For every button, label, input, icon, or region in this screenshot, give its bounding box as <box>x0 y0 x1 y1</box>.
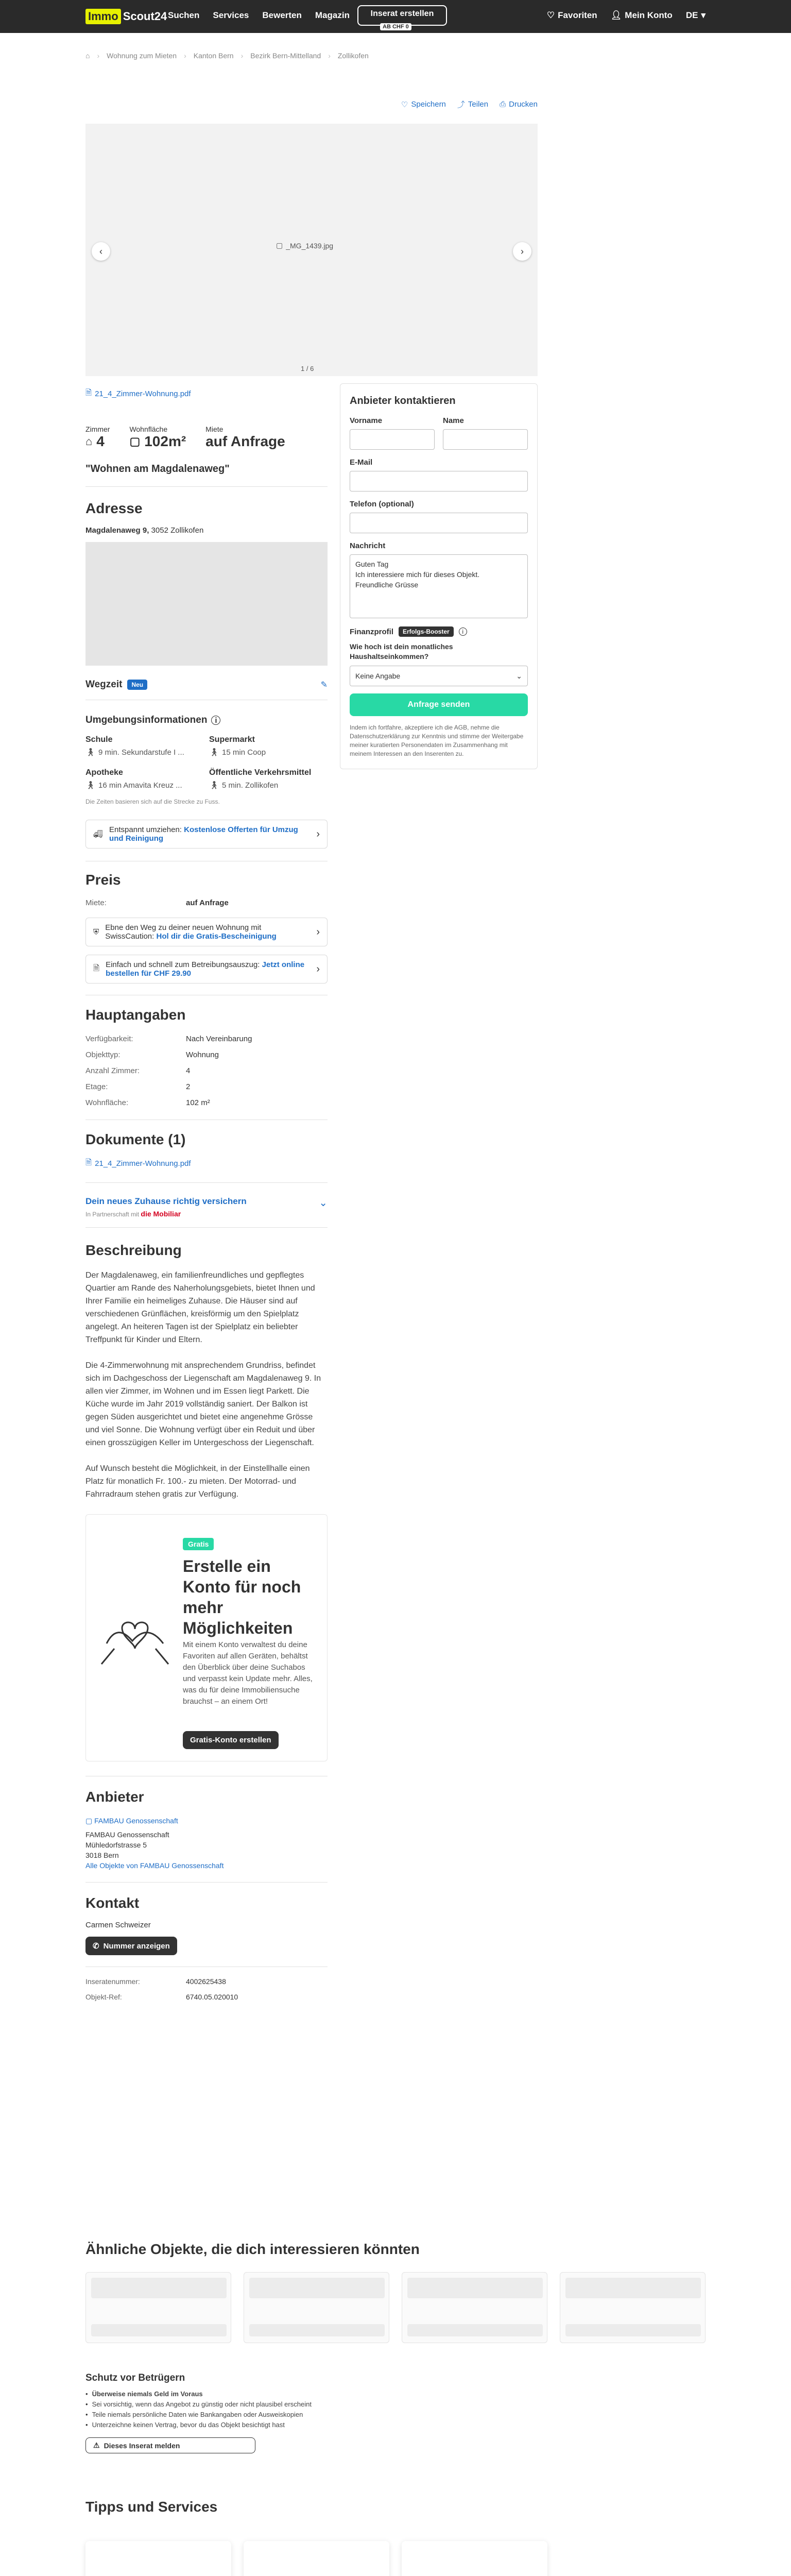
provider-address <box>85 1829 328 1871</box>
list-item: • Teile niemals persönliche Daten wie Bankangaben oder Ausweiskopien <box>85 2410 343 2420</box>
finance-profile-row <box>350 626 528 637</box>
breadcrumb-separator: › <box>328 52 331 60</box>
insurance-title: Dein neues Zuhause richtig versichern <box>85 1196 247 1206</box>
ref-key: Objekt-Ref: <box>85 1993 122 2001</box>
logo-scout: Scout24 <box>123 10 167 23</box>
mobiliar-logo: die Mobiliar <box>141 1210 181 1218</box>
list-item: • Überweise niemals Geld im Voraus <box>85 2389 343 2399</box>
chevron-down-icon: ⌄ <box>516 671 522 680</box>
list-item: • Sei vorsichtig, wenn das Angebot zu günstig oder nicht plausibel erscheint <box>85 2399 343 2410</box>
nav-services[interactable]: Services <box>213 10 249 20</box>
gallery-image <box>276 241 333 250</box>
income-select[interactable] <box>350 666 528 686</box>
edit-icon[interactable]: ✎ <box>320 681 328 689</box>
detail-key: Anzahl Zimmer: <box>85 1066 140 1075</box>
print-label: Drucken <box>509 100 538 109</box>
document-link[interactable] <box>85 1157 328 1170</box>
breadcrumb-separator: › <box>240 52 244 60</box>
tips-services <box>85 2499 706 2576</box>
description-paragraph: Die 4-Zimmerwohnung mit ansprechendem Grundriss, befindet sich im Dachgeschoss der Liegenschaft am Magdalenaweg 9. In allen vier Zimmer, im Wohnen und im Essen liegt Parkett. Die Küche wurde im Jahr 2019 vollständig saniert. Der Balkon ist gegen Süden ausgerichtet und bietet eine angenehme Grösse und viel Sonne. Die Wohnung verfügt über ein Reduit und über einen grosszügigen Keller im Untergeschoss der Liegenschaft. <box>85 1361 321 1447</box>
info-icon[interactable]: i <box>211 716 220 725</box>
account-label: Mein Konto <box>625 10 673 20</box>
similar-heading: Ähnliche Objekte, die dich interessieren könnten <box>85 2241 420 2257</box>
tip-card-debt-register[interactable] <box>244 2541 389 2576</box>
detail-value: 4 <box>186 1066 191 1075</box>
tips-cards <box>85 2541 706 2576</box>
door-icon: ⌂ <box>85 435 93 448</box>
fraud-tip: Sei vorsichtig, wenn das Angebot zu günstig oder nicht plausibel erscheint <box>92 2400 312 2408</box>
map[interactable] <box>85 542 328 666</box>
area-label: Wohnfläche <box>129 425 168 433</box>
divider <box>85 486 328 487</box>
similar-card-placeholder[interactable] <box>244 2272 389 2343</box>
description-paragraph: Auf Wunsch besteht die Möglichkeit, in der Einstellhalle einen Platz für monatlich Fr. 100.- zu mieten. Der Motorrad- und Fahrradraum stehen gratis zur Verfügung. <box>85 1464 310 1499</box>
pdf-icon: 🗎︎ <box>85 1158 92 1167</box>
new-badge: Neu <box>127 680 147 690</box>
signup-card <box>85 1514 328 1761</box>
document-label: 21_4_Zimmer-Wohnung.pdf <box>95 1159 191 1168</box>
detail-key: Etage: <box>85 1082 108 1091</box>
info-icon[interactable]: i <box>459 628 467 636</box>
site-logo[interactable] <box>85 8 167 25</box>
reference-table <box>85 1977 328 2001</box>
walk-icon: 🚶︎ <box>209 781 219 790</box>
fraud-list <box>85 2389 343 2430</box>
email-label: E-Mail <box>350 458 373 467</box>
nav-evaluate[interactable]: Bewerten <box>262 10 302 20</box>
provider-logo[interactable] <box>85 1817 328 1825</box>
create-listing-button[interactable]: Inserat erstellen <box>357 5 447 26</box>
fact-rent <box>205 425 285 450</box>
commute-label: Wegzeit <box>85 679 123 690</box>
gallery-next-button[interactable] <box>513 242 531 261</box>
environment-grid <box>85 735 328 790</box>
env-item-pharmacy <box>85 768 209 790</box>
breadcrumb-item[interactable]: Kanton Bern <box>193 52 234 60</box>
price-value: auf Anfrage <box>186 899 229 907</box>
env-title: Apotheke <box>85 768 123 777</box>
rooms-label: Zimmer <box>85 425 110 433</box>
print-icon: ⎙ <box>500 100 506 109</box>
account-link[interactable] <box>611 10 673 21</box>
similar-card-placeholder[interactable] <box>560 2272 706 2343</box>
contact-form-panel <box>340 383 538 769</box>
heart-icon: ♡ <box>546 10 555 20</box>
similar-card-placeholder[interactable] <box>85 2272 231 2343</box>
promo-link[interactable]: Kostenlose Offerten für Umzug und Reinigung <box>109 825 298 843</box>
hands-heart-illustration <box>96 1613 174 1672</box>
contact-form-heading: Anbieter kontaktieren <box>350 395 456 406</box>
breadcrumb-separator: › <box>97 52 100 60</box>
listing-actions <box>401 99 538 110</box>
address-street: Magdalenaweg 9, <box>85 526 149 535</box>
divider <box>85 1182 328 1183</box>
provider-name: FAMBAU Genossenschaft <box>85 1831 169 1839</box>
phone-label: Telefon (optional) <box>350 500 414 509</box>
chevron-right-icon: › <box>316 926 320 938</box>
env-item-supermarket <box>209 735 322 757</box>
fraud-tip: Überweise niemals Geld im Voraus <box>92 2390 203 2398</box>
nav-search[interactable]: Suchen <box>168 10 200 20</box>
rooms-value: 4 <box>96 433 105 449</box>
env-title: Supermarkt <box>209 735 255 744</box>
breadcrumb-separator: › <box>184 52 186 60</box>
fraud-heading: Schutz vor Betrügern <box>85 2372 185 2383</box>
main-details-heading: Hauptangaben <box>85 1007 186 1023</box>
provider-heading: Anbieter <box>85 1789 144 1805</box>
similar-objects <box>85 2241 706 2343</box>
firstname-input[interactable] <box>350 429 435 450</box>
gallery-prev-button[interactable] <box>92 242 110 261</box>
chevron-down-icon: ▾ <box>701 10 706 20</box>
env-value: 16 min Amavita Kreuz ... <box>98 781 182 790</box>
promo-link[interactable]: Jetzt online bestellen für CHF 29.90 <box>106 960 305 978</box>
chevron-down-icon: ⌄ <box>319 1197 328 1209</box>
fraud-protection <box>85 2372 343 2453</box>
tip-card-moving[interactable] <box>85 2541 231 2576</box>
key-facts <box>85 425 328 450</box>
divider <box>85 1227 328 1228</box>
alert-icon: ⚠︎ <box>93 2441 100 2449</box>
listing-title: "Wohnen am Magdalenaweg" <box>85 463 230 474</box>
ref-value: 4002625438 <box>186 1977 226 1986</box>
signup-title: Erstelle ein Konto für noch mehr Möglichkeiten <box>183 1557 301 1637</box>
main-details-table <box>85 1035 328 1107</box>
walk-icon: 🚶︎ <box>85 748 96 757</box>
broken-image-icon: ▢ <box>276 241 283 249</box>
create-listing-price-badge: AB CHF 0 <box>380 23 411 30</box>
rent-value: auf Anfrage <box>205 433 285 449</box>
debt-register-promo[interactable] <box>85 955 328 984</box>
address-city: 3052 Zollikofen <box>151 526 204 535</box>
pdf-link[interactable] <box>85 387 328 400</box>
print-button[interactable] <box>500 99 538 110</box>
detail-value: 2 <box>186 1082 191 1091</box>
commute-row[interactable] <box>85 679 328 690</box>
ref-value: 6740.05.020010 <box>186 1993 238 2001</box>
price-label: Miete: <box>85 899 107 907</box>
walk-icon: 🚶︎ <box>85 781 96 790</box>
env-title: Schule <box>85 735 113 744</box>
env-value: 9 min. Sekundarstufe I ... <box>98 748 184 757</box>
logo-immo: Immo <box>85 9 121 24</box>
image-gallery[interactable] <box>85 124 538 376</box>
share-icon: ⤴ <box>457 100 465 109</box>
fraud-tip: Unterzeichne keinen Vertrag, bevor du das Objekt besichtigt hast <box>92 2421 285 2429</box>
contact-heading: Kontakt <box>85 1895 140 1911</box>
promo-link[interactable]: Hol dir die Gratis-Bescheinigung <box>156 932 277 941</box>
detail-key: Verfügbarkeit: <box>85 1035 133 1043</box>
description-heading: Beschreibung <box>85 1242 182 1258</box>
provider-street: Mühledorfstrasse 5 <box>85 1841 147 1849</box>
listing-main <box>85 387 328 2001</box>
broken-image-icon: ▢ <box>85 1817 93 1825</box>
main-nav <box>168 10 350 21</box>
env-value: 5 min. Zollikofen <box>222 781 279 790</box>
phone-input[interactable] <box>350 513 528 533</box>
finance-profile-label: Finanzprofil <box>350 627 393 636</box>
address-line <box>85 526 328 535</box>
breadcrumb-item-current: Zollikofen <box>337 52 369 60</box>
area-value: 102m² <box>144 433 186 449</box>
env-item-transport <box>209 768 322 790</box>
similar-card-placeholder[interactable] <box>402 2272 547 2343</box>
provider-city: 3018 Bern <box>85 1851 119 1859</box>
chevron-right-icon: › <box>316 828 320 840</box>
lastname-label: Name <box>443 416 464 425</box>
walk-icon: 🚶︎ <box>209 748 219 757</box>
shield-icon: ⛨ <box>93 927 99 937</box>
email-input[interactable] <box>350 471 528 492</box>
price-heading: Preis <box>85 872 121 888</box>
top-navigation-bar <box>0 0 791 33</box>
env-title: Öffentliche Verkehrsmittel <box>209 768 312 777</box>
booster-badge: Erfolgs-Booster <box>399 626 454 637</box>
fraud-tip: Teile niemals persönliche Daten wie Bankangaben oder Ausweiskopien <box>92 2411 303 2418</box>
provider-all-objects-link[interactable]: Alle Objekte von FAMBAU Genossenschaft <box>85 1861 224 1870</box>
gallery-counter: 1 / 6 <box>301 365 314 372</box>
share-label: Teilen <box>468 100 489 109</box>
signup-text: Mit einem Konto verwaltest du deine Favoriten auf allen Geräten, behältst den Überblick über deine Suchabos und verpasst kein Update mehr. Alles, was du für deine Immobiliensuche brauchst – an einem Ort! <box>183 1640 313 1706</box>
truck-icon: 🚚︎ <box>93 830 104 839</box>
detail-key: Objekttyp: <box>85 1050 121 1059</box>
free-badge: Gratis <box>183 1538 214 1550</box>
show-phone-label: Nummer anzeigen <box>103 1941 170 1951</box>
pdf-label: 21_4_Zimmer-Wohnung.pdf <box>95 389 191 398</box>
lastname-input[interactable] <box>443 429 528 450</box>
phone-icon: ✆ <box>93 1942 99 1951</box>
heart-icon: ♡ <box>401 100 408 109</box>
detail-key: Wohnfläche: <box>85 1098 129 1107</box>
report-label: Dieses Inserat melden <box>104 2441 180 2450</box>
insurance-accordion[interactable] <box>85 1196 328 1218</box>
description-text <box>85 1269 328 1501</box>
chevron-right-icon: › <box>316 963 320 975</box>
document-icon: 🗎︎ <box>93 963 100 973</box>
environment-heading-text: Umgebungsinformationen <box>85 715 208 725</box>
favorites-label: Favoriten <box>558 10 597 20</box>
tips-heading: Tipps und Services <box>85 2499 218 2515</box>
rent-label: Miete <box>205 425 223 433</box>
income-question: Wie hoch ist dein monatliches Haushaltseinkommen? <box>350 642 453 660</box>
user-nav <box>547 10 706 21</box>
gallery-image-alt: _MG_1439.jpg <box>286 241 334 250</box>
message-textarea[interactable]: Guten Tag Ich interessiere mich für dieses Objekt. Freundliche Grüsse <box>350 554 528 618</box>
insurance-partner-label: In Partnerschaft mit <box>85 1211 140 1218</box>
ref-key: Inseratenummer: <box>85 1977 140 1986</box>
save-label: Speichern <box>411 100 446 109</box>
income-select-value: Keine Angabe <box>355 672 401 680</box>
documents-heading: Dokumente (1) <box>85 1131 186 1147</box>
show-phone-button[interactable] <box>85 1937 177 1955</box>
list-item: • Unterzeichne keinen Vertrag, bevor du das Objekt besichtigt hast <box>85 2420 343 2430</box>
env-value: 15 min Coop <box>222 748 266 757</box>
promo-text: Ebne den Weg zu deiner neuen Wohnung mit SwissCaution: <box>105 923 262 941</box>
breadcrumb-item[interactable]: Bezirk Bern-Mittelland <box>250 52 321 60</box>
save-button[interactable] <box>401 99 446 110</box>
detail-value: Wohnung <box>186 1050 219 1059</box>
promo-text: Einfach und schnell zum Betreibungsauszug: <box>106 960 262 969</box>
env-item-school <box>85 735 209 757</box>
price-row <box>85 899 328 907</box>
message-label: Nachricht <box>350 541 386 550</box>
firstname-label: Vorname <box>350 416 383 425</box>
nav-magazine[interactable]: Magazin <box>315 10 350 20</box>
report-listing-button[interactable] <box>85 2437 255 2453</box>
create-account-button[interactable]: Gratis-Konto erstellen <box>183 1731 279 1749</box>
fact-area <box>129 425 186 450</box>
favorites-link[interactable] <box>547 10 597 21</box>
chevron-right-icon: › <box>521 246 524 257</box>
area-icon: ▢ <box>129 435 141 448</box>
chevron-left-icon: ‹ <box>99 246 102 257</box>
environment-heading <box>85 715 328 726</box>
language-switch[interactable] <box>686 10 706 21</box>
environment-note: Die Zeiten basieren sich auf die Strecke zu Fuss. <box>85 798 220 805</box>
breadcrumb-item[interactable]: Wohnung zum Mieten <box>107 52 177 60</box>
legal-notice: Indem ich fortfahre, akzeptiere ich die AGB, nehme die Datenschutzerklärung zur Kenntnis und stimme der Weitergabe meiner kuratierten Personendaten im Zusammenhang mit meinem Interessen an den Inserenten zu. <box>350 724 524 757</box>
language-label: DE <box>685 10 698 20</box>
moving-promo[interactable] <box>85 820 328 849</box>
detail-value: 102 m² <box>186 1098 210 1107</box>
address-heading: Adresse <box>85 500 143 516</box>
share-button[interactable] <box>457 99 488 110</box>
swisscaution-promo[interactable] <box>85 918 328 946</box>
tip-card-swisscaution[interactable] <box>402 2541 547 2576</box>
promo-text: Entspannt umziehen: <box>109 825 184 834</box>
breadcrumb <box>85 52 369 60</box>
fact-rooms <box>85 425 110 450</box>
contact-person: Carmen Schweizer <box>85 1921 151 1929</box>
divider <box>85 1882 328 1883</box>
send-inquiry-button[interactable]: Anfrage senden <box>350 693 528 716</box>
provider-logo-alt: FAMBAU Genossenschaft <box>94 1817 178 1825</box>
home-icon[interactable]: ⌂ <box>85 52 90 60</box>
detail-value: Nach Vereinbarung <box>186 1035 252 1043</box>
pdf-icon: 🗎︎ <box>85 388 92 397</box>
description-paragraph: Der Magdalenaweg, ein familienfreundliches und gepflegtes Quartier am Rande des Naherholungsgebiets, bietet Ihnen und Ihrer Familie ein heimeliges Zuhause. Die Häuser sind auf verschiedenen Grünflächen, kreisförmig um den Spielplatz angelegt. An heiteren Tagen ist der Spielplatz ein beliebter Treffpunkt für Kinder und Eltern. <box>85 1271 315 1344</box>
similar-cards <box>85 2272 706 2343</box>
user-icon: 👤︎ <box>610 10 622 20</box>
